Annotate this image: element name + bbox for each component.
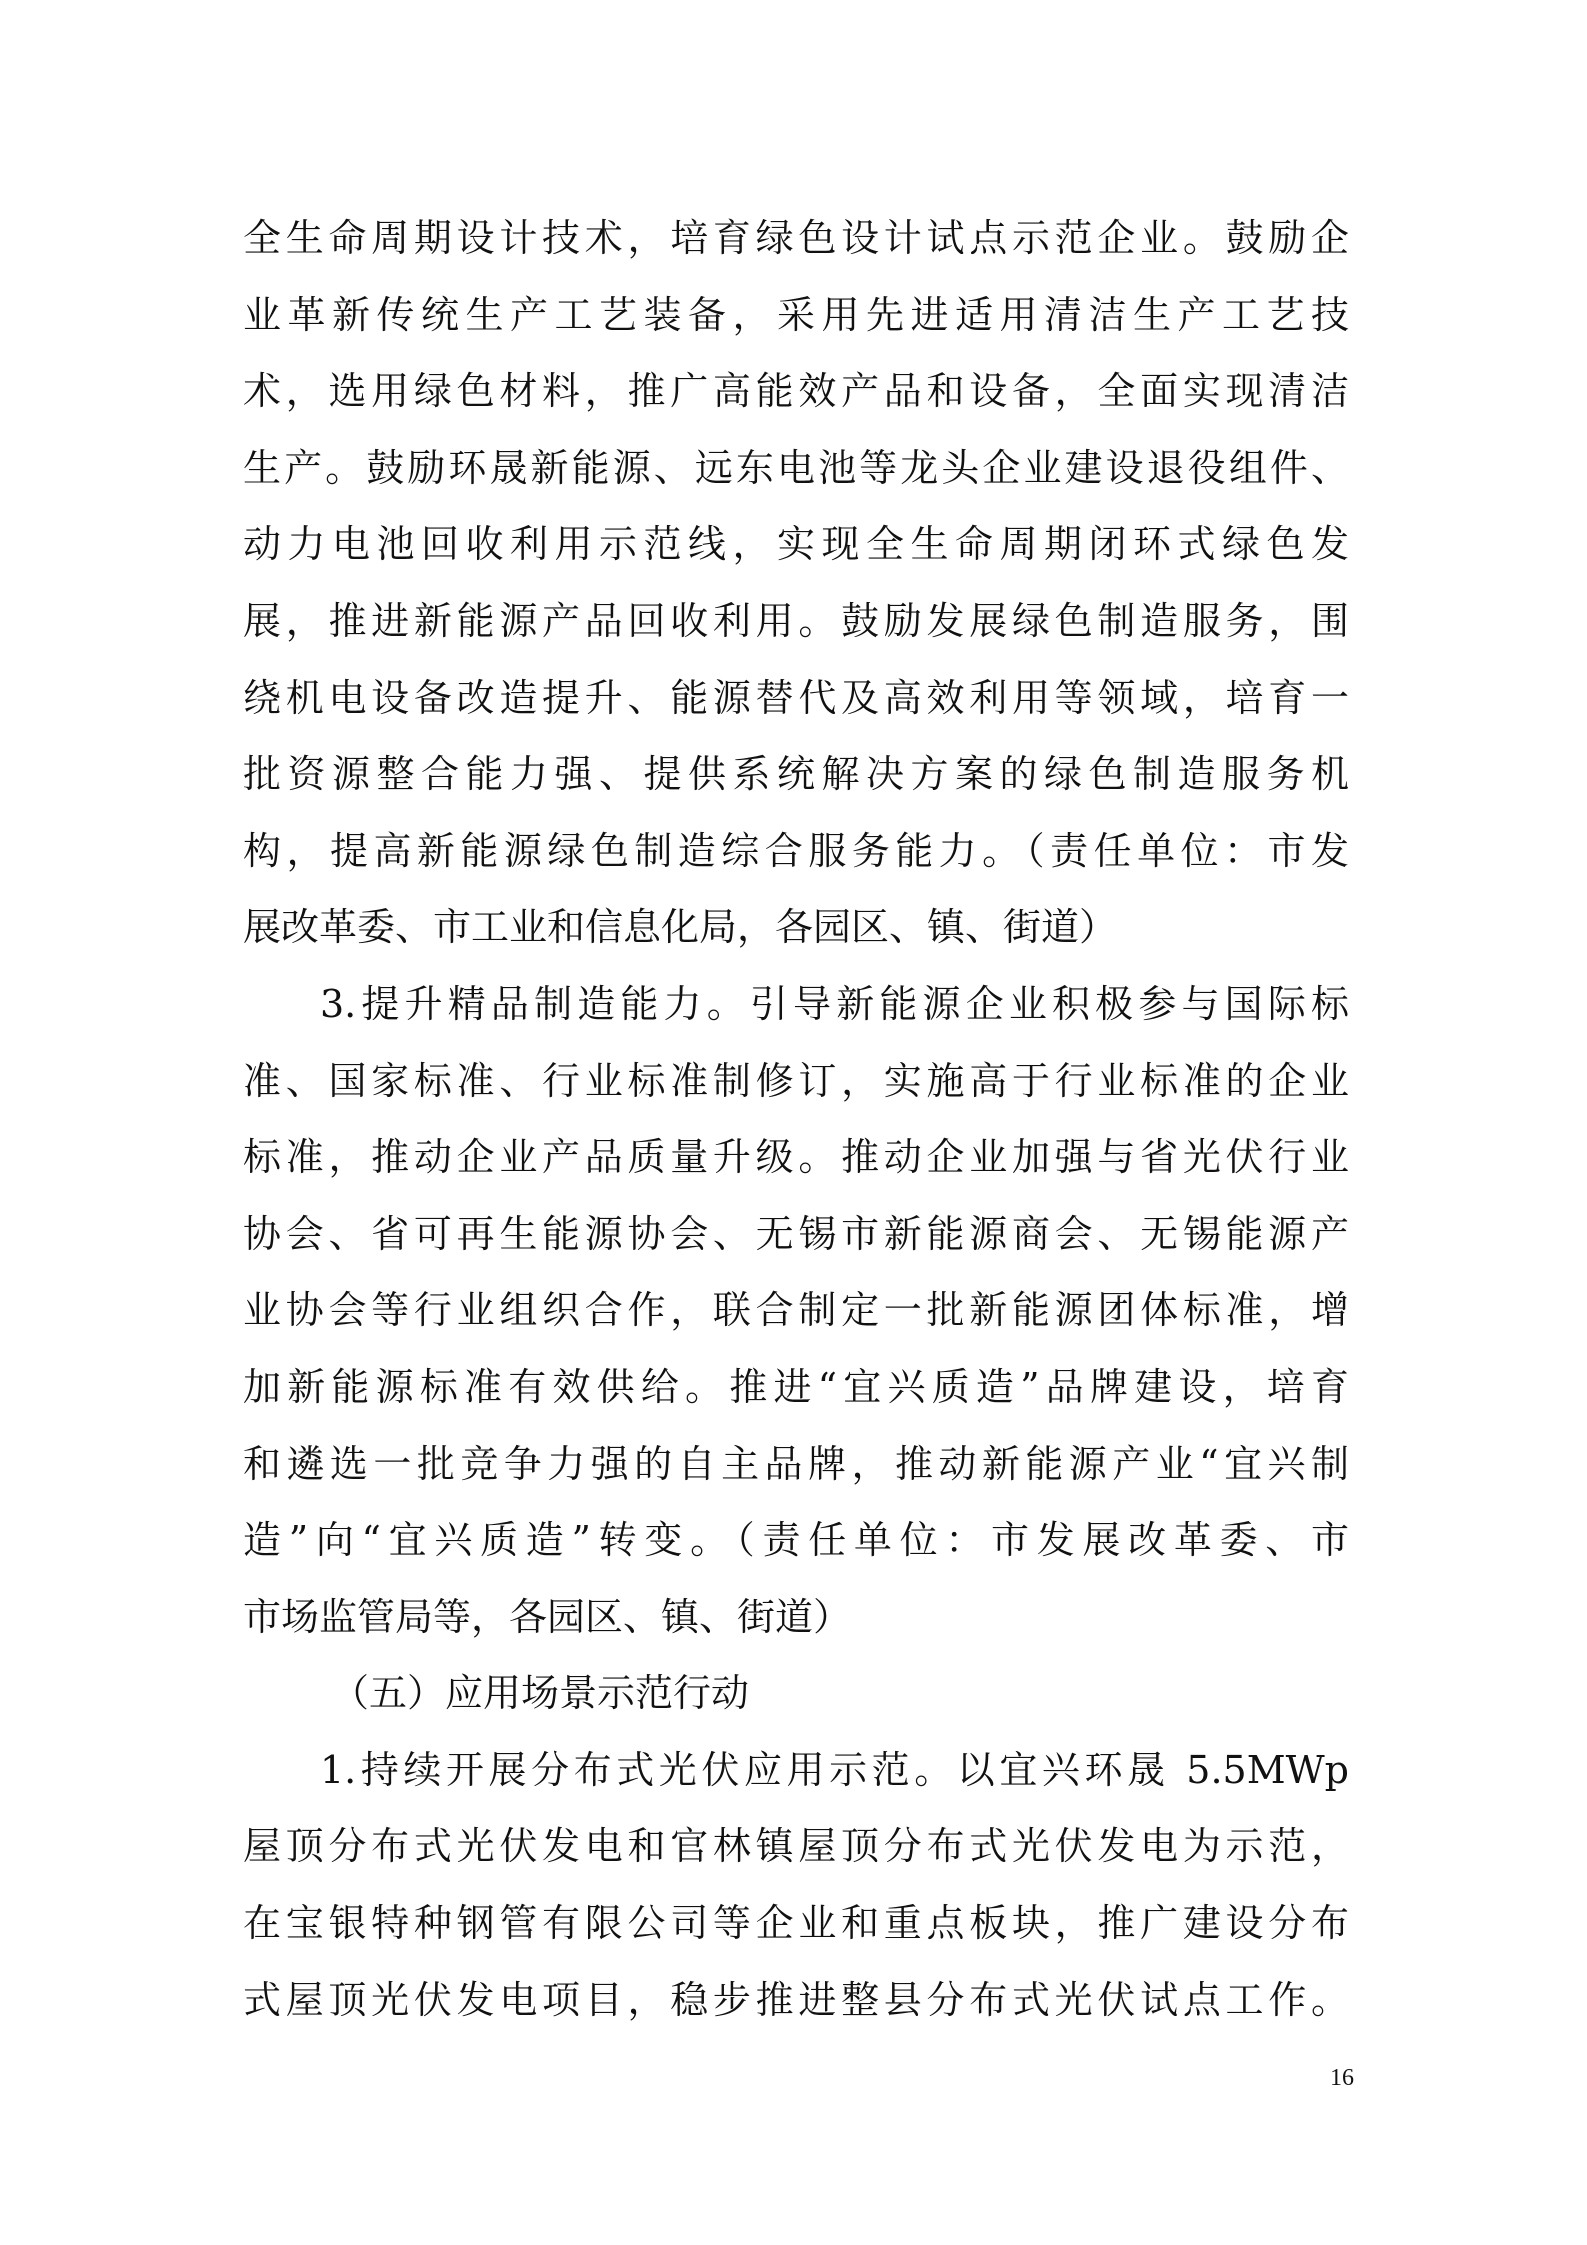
text-line-21: 1.持续开展分布式光伏应用示范。以宜兴环晟 5.5MWp <box>320 1747 1349 1792</box>
section-heading: （五）应用场景示范行动 <box>331 1671 750 1716</box>
text-line-14: 协会、省可再生能源协会、无锡市新能源商会、无锡能源产 <box>243 1211 1349 1256</box>
text-line-22: 屋顶分布式光伏发电和官林镇屋顶分布式光伏发电为示范， <box>243 1824 1349 1869</box>
text-line-19: 市场监管局等，各园区、镇、街道） <box>243 1594 852 1639</box>
text-line-8: 批资源整合能力强、提供系统解决方案的绿色制造服务机 <box>243 752 1349 797</box>
page-number: 16 <box>1330 2065 1354 2091</box>
text-line-9: 构，提高新能源绿色制造综合服务能力。（责任单位：市发 <box>243 828 1349 873</box>
text-line-7: 绕机电设备改造提升、能源替代及高效利用等领域，培育一 <box>243 675 1349 720</box>
text-line-16: 加新能源标准有效供给。推进“宜兴质造”品牌建设，培育 <box>243 1364 1349 1409</box>
text-line-6: 展，推进新能源产品回收利用。鼓励发展绿色制造服务，围 <box>243 598 1349 643</box>
text-line-10: 展改革委、市工业和信息化局，各园区、镇、街道） <box>243 905 1118 950</box>
text-line-12: 准、国家标准、行业标准制修订，实施高于行业标准的企业 <box>243 1058 1349 1103</box>
text-line-15: 业协会等行业组织合作，联合制定一批新能源团体标准，增 <box>243 1288 1349 1333</box>
body-text <box>243 200 1349 2038</box>
text-line-4: 生产。鼓励环晟新能源、远东电池等龙头企业建设退役组件、 <box>243 445 1349 490</box>
text-line-18: 造”向“宜兴质造”转变。（责任单位：市发展改革委、市 <box>243 1518 1349 1563</box>
text-line-17: 和遴选一批竞争力强的自主品牌，推动新能源产业“宜兴制 <box>243 1441 1349 1486</box>
text-line-11: 3.提升精品制造能力。引导新能源企业积极参与国际标 <box>320 981 1349 1026</box>
text-line-24: 式屋顶光伏发电项目，稳步推进整县分布式光伏试点工作。 <box>243 1977 1349 2022</box>
text-line-13: 标准，推动企业产品质量升级。推动企业加强与省光伏行业 <box>243 1135 1349 1180</box>
text-line-1: 全生命周期设计技术，培育绿色设计试点示范企业。鼓励企 <box>243 216 1349 260</box>
text-line-5: 动力电池回收利用示范线，实现全生命周期闭环式绿色发 <box>243 522 1349 567</box>
text-line-3: 术，选用绿色材料，推广高能效产品和设备，全面实现清洁 <box>243 369 1349 414</box>
text-line-23: 在宝银特种钢管有限公司等企业和重点板块，推广建设分布 <box>243 1901 1349 1946</box>
text-line-2: 业革新传统生产工艺装备，采用先进适用清洁生产工艺技 <box>243 292 1349 337</box>
